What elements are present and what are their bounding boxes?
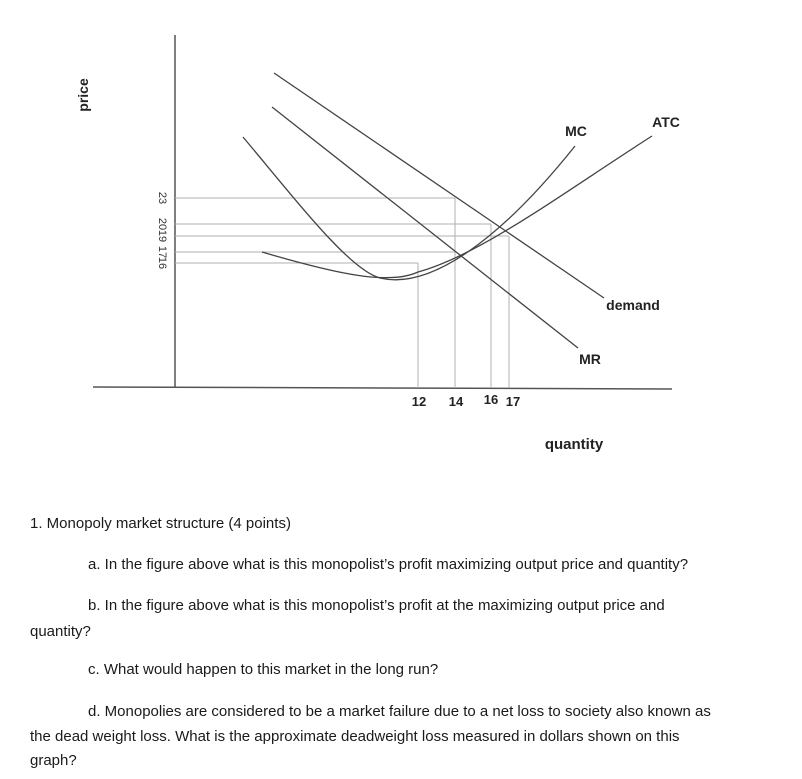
question-d-line3: graph?: [30, 752, 77, 769]
atc-curve: [262, 136, 652, 278]
demand-label: demand: [606, 297, 660, 313]
question-d-line2: the dead weight loss. What is the approximate deadweight loss measured in dollars shown on this: [30, 728, 680, 745]
question-b-line2: quantity?: [30, 623, 91, 640]
x-tick-17: 17: [505, 394, 521, 409]
question-d-line1: d. Monopolies are considered to be a market failure due to a net loss to society also known as: [88, 703, 711, 720]
question-a: a. In the figure above what is this monopolist’s profit maximizing output price and quantity?: [88, 556, 689, 573]
quantity-guides: [418, 198, 509, 388]
x-tick-14: 14: [448, 394, 464, 409]
y-tick-20: 20: [156, 217, 168, 231]
y-tick-17: 17: [156, 245, 168, 259]
x-axis-label: quantity: [544, 436, 604, 453]
price-guides: [175, 198, 509, 263]
mc-curve: [243, 137, 575, 280]
x-tick-12: 12: [411, 394, 427, 409]
mr-label: MR: [579, 351, 601, 367]
x-axis: [93, 387, 672, 389]
question-b-line1: b. In the figure above what is this monopolist’s profit at the maximizing output price and: [88, 597, 665, 614]
question-c: c. What would happen to this market in the long run?: [88, 661, 439, 678]
y-tick-16: 16: [156, 256, 168, 270]
y-tick-19: 19: [156, 229, 168, 243]
y-tick-23: 23: [156, 191, 168, 205]
y-axis-label: price: [75, 78, 91, 112]
x-tick-16: 16: [483, 392, 499, 407]
mr-line: [272, 107, 578, 348]
mc-label: MC: [565, 123, 587, 139]
question-heading: 1. Monopoly market structure (4 points): [30, 515, 291, 532]
atc-label: ATC: [652, 114, 680, 130]
